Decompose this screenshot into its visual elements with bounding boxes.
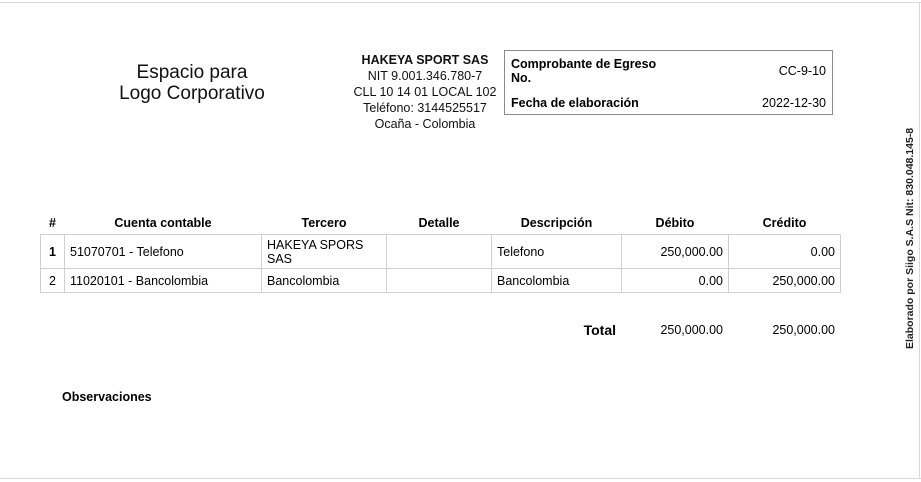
table-header-row — [41, 212, 841, 235]
row-account: 51070701 - Telefono — [65, 235, 262, 269]
row-debit: 0.00 — [622, 269, 729, 293]
generator-credit-vertical: Elaborado por Siigo S.A.S Nit: 830.048.145-8 — [904, 127, 916, 349]
document-date-label: Fecha de elaboración — [511, 96, 639, 110]
accounting-entries-table — [40, 212, 841, 293]
company-city: Ocaña - Colombia — [374, 117, 476, 131]
column-header-index: # — [49, 216, 56, 230]
row-debit: 250,000.00 — [622, 235, 729, 269]
logo-placeholder — [104, 62, 280, 104]
document-info-box — [504, 50, 833, 115]
company-phone: Teléfono: 3144525517 — [363, 101, 487, 115]
company-info — [345, 52, 505, 132]
row-credit: 250,000.00 — [729, 269, 841, 293]
row-third-party: HAKEYA SPORS SAS — [262, 235, 387, 269]
page-top-border — [0, 2, 921, 3]
row-credit: 0.00 — [729, 235, 841, 269]
total-credit: 250,000.00 — [772, 323, 835, 337]
document-date: 2022-12-30 — [762, 96, 826, 110]
row-detail — [387, 269, 492, 293]
column-header-detail: Detalle — [418, 216, 460, 230]
row-account: 11020101 - Bancolombia — [65, 269, 262, 293]
row-description: Bancolombia — [492, 269, 622, 293]
row-index: 2 — [41, 269, 65, 293]
observations-label: Observaciones — [62, 390, 152, 404]
row-index: 1 — [41, 235, 65, 269]
column-header-account: Cuenta contable — [114, 216, 212, 230]
row-detail — [387, 235, 492, 269]
total-label: Total — [583, 322, 616, 338]
column-header-description: Descripción — [520, 216, 593, 230]
document-type-label: Comprobante de Egreso No. — [511, 57, 657, 85]
document-number: CC-9-10 — [778, 64, 826, 78]
table-row — [41, 269, 841, 293]
logo-line-1: Espacio para — [136, 62, 248, 83]
company-nit: NIT 9.001.346.780-7 — [367, 69, 483, 83]
company-name: HAKEYA SPORT SAS — [361, 53, 489, 67]
row-third-party: Bancolombia — [262, 269, 387, 293]
table-row — [41, 235, 841, 269]
column-header-debit: Débito — [655, 216, 695, 230]
column-header-third-party: Tercero — [301, 216, 347, 230]
company-address: CLL 10 14 01 LOCAL 102 — [353, 85, 497, 99]
total-debit: 250,000.00 — [660, 323, 723, 337]
logo-line-2: Logo Corporativo — [119, 83, 265, 104]
page-right-border — [919, 2, 920, 479]
page-bottom-border — [0, 478, 921, 479]
column-header-credit: Crédito — [762, 216, 807, 230]
row-description: Telefono — [492, 235, 622, 269]
